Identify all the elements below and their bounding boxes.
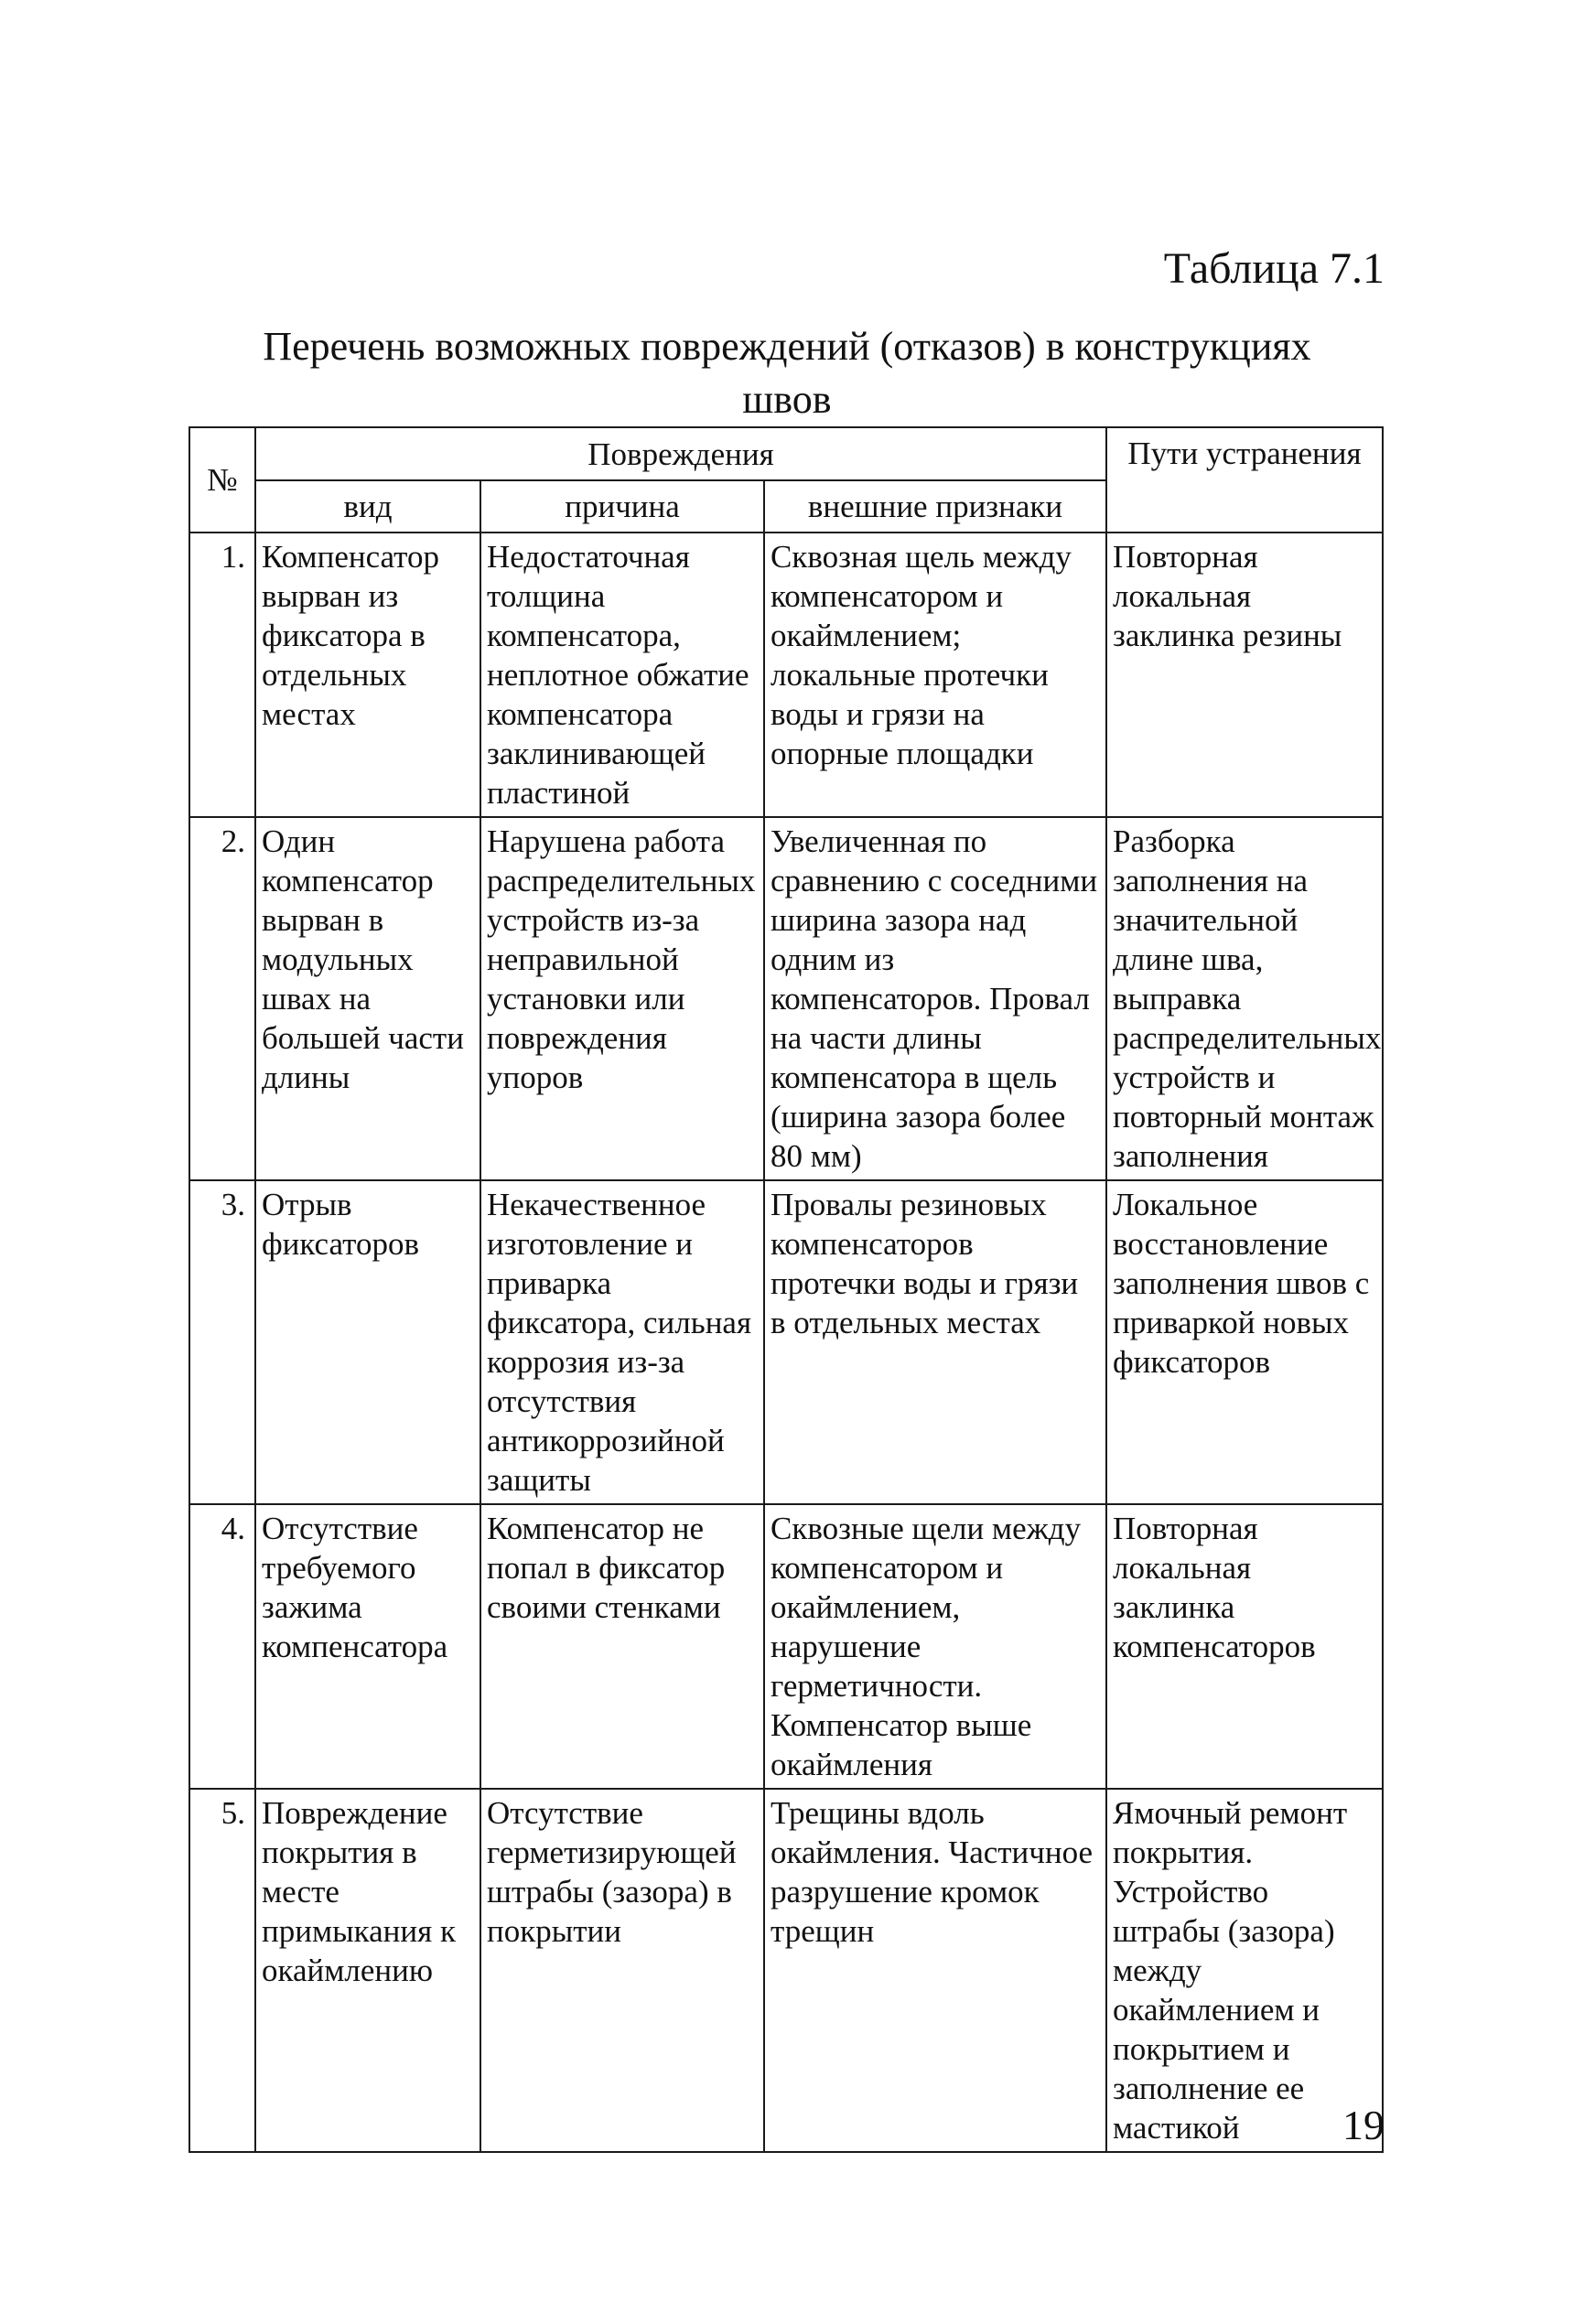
row-number: 5. [189, 1789, 255, 2152]
header-damages: Повреждения [255, 427, 1106, 480]
damage-signs: Провалы резиновых компенсаторов протечки воды и грязи в отдельных местах [764, 1180, 1106, 1504]
header-remedy: Пути устранения [1106, 427, 1383, 533]
header-kind: вид [255, 480, 480, 533]
damage-cause: Компенсатор не попал в фиксатор своими стенками [480, 1504, 764, 1789]
damage-signs: Увеличенная по сравнению с соседними ширина зазора над одним из компенсаторов. Провал на части длины компенсатора в щель (ширина зазора более 80 мм) [764, 817, 1106, 1180]
damage-kind: Компенсатор вырван из фиксатора в отдельных местах [255, 533, 480, 817]
damage-cause: Нарушена работа распределительных устройств из-за неправильной установки или повреждения упоров [480, 817, 764, 1180]
table-row [189, 817, 1383, 1180]
header-row-1 [189, 427, 1383, 480]
table-title-line1: Перечень возможных повреждений (отказов) в конструкциях [263, 324, 1311, 369]
header-signs: внешние признаки [764, 480, 1106, 533]
remedy: Повторная локальная заклинка резины [1106, 533, 1383, 817]
header-cause: причина [480, 480, 764, 533]
table-row [189, 1504, 1383, 1789]
table-row [189, 533, 1383, 817]
remedy: Локальное восстановление заполнения швов с приваркой новых фиксаторов [1106, 1180, 1383, 1504]
damage-kind: Повреждение покрытия в месте примыкания к окаймлению [255, 1789, 480, 2152]
damage-table [189, 426, 1384, 2153]
damage-kind: Отрыв фиксаторов [255, 1180, 480, 1504]
damage-cause: Некачественное изготовление и приварка фиксатора, сильная коррозия из-за отсутствия антикоррозийной защиты [480, 1180, 764, 1504]
table-label: Таблица 7.1 [1163, 244, 1385, 293]
damage-kind: Отсутствие требуемого зажима компенсатора [255, 1504, 480, 1789]
damage-cause: Недостаточная толщина компенсатора, неплотное обжатие компенсатора заклинивающей пластиной [480, 533, 764, 817]
table-row [189, 1180, 1383, 1504]
page-number: 19 [1342, 2102, 1385, 2148]
damage-signs: Сквозные щели между компенсатором и окаймлением, нарушение герметичности. Компенсатор выше окаймления [764, 1504, 1106, 1789]
damage-kind: Один компенсатор вырван в модульных швах на большей части длины [255, 817, 480, 1180]
damage-signs: Сквозная щель между компенсатором и окаймлением; локальные протечки воды и грязи на опорные площадки [764, 533, 1106, 817]
remedy: Ямочный ремонт покрытия. Устройство штрабы (зазора) между окаймлением и покрытием и заполнение ее мастикой [1106, 1789, 1383, 2152]
damage-cause: Отсутствие герметизирующей штрабы (зазора) в покрытии [480, 1789, 764, 2152]
remedy: Повторная локальная заклинка компенсаторов [1106, 1504, 1383, 1789]
row-number: 4. [189, 1504, 255, 1789]
row-number: 2. [189, 817, 255, 1180]
table-title [192, 320, 1382, 426]
damage-signs: Трещины вдоль окаймления. Частичное разрушение кромок трещин [764, 1789, 1106, 2152]
header-num: № [189, 427, 255, 533]
row-number: 1. [189, 533, 255, 817]
table-title-line2: швов [742, 377, 832, 422]
table-row [189, 1789, 1383, 2152]
remedy: Разборка заполнения на значительной длине шва, выправка распределительных устройств и повторный монтаж заполнения [1106, 817, 1383, 1180]
row-number: 3. [189, 1180, 255, 1504]
